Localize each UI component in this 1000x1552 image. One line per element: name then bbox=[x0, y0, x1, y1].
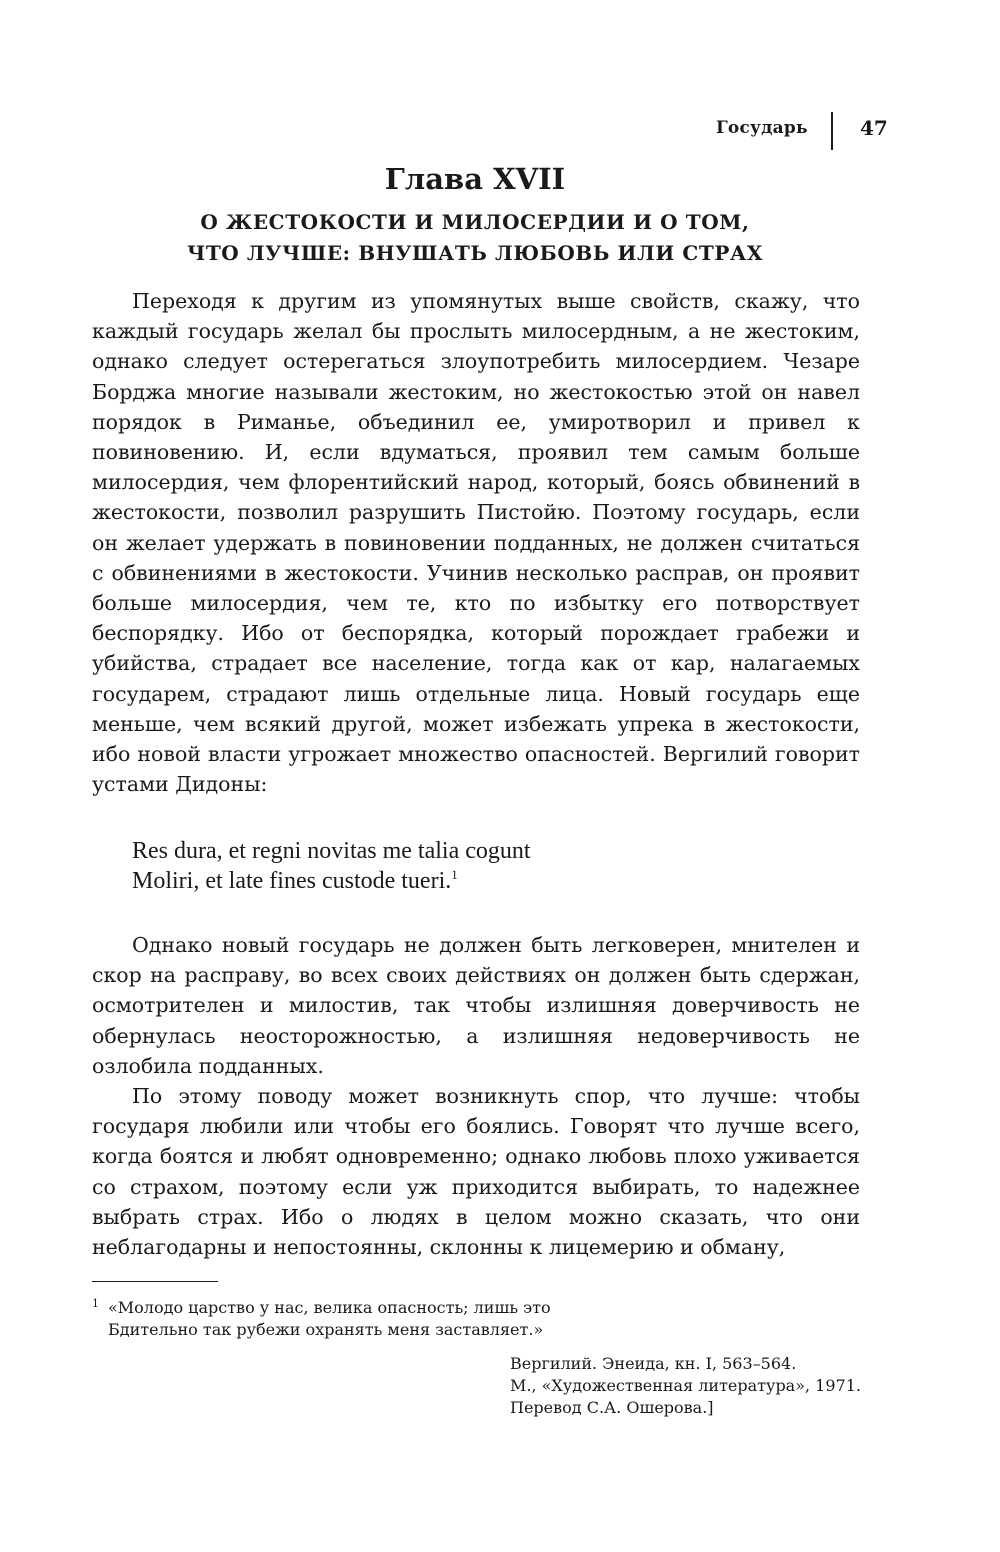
paragraph: По этому поводу может возникнуть спор, что лучше: чтобы государя любили или чтобы его боялись. Говорят что лучше всего, когда боятся и любят одновременно; однако любовь плохо уживается со страхом, поэтому если уж приходится выбирать, то надежнее выбрать страх. Ибо о людях в целом можно сказать, что они неблагодарны и непостоянны, склонны к лицемерию и обману, bbox=[92, 1084, 860, 1260]
verse-line bbox=[132, 866, 531, 896]
footnote-reference[interactable]: 1 bbox=[451, 867, 458, 882]
footnote-line: «Молодо царство у нас, велика опасность; лишь это bbox=[108, 1298, 551, 1317]
latin-quotation bbox=[132, 836, 531, 896]
running-header-title: Государь bbox=[716, 118, 808, 138]
running-header-divider bbox=[831, 112, 833, 150]
footnote-source-line: Перевод С.А. Ошерова.] bbox=[510, 1398, 714, 1417]
chapter-subtitle-line: ЧТО ЛУЧШЕ: ВНУШАТЬ ЛЮБОВЬ ИЛИ СТРАХ bbox=[186, 241, 764, 265]
footnote-source bbox=[510, 1353, 861, 1419]
verse-line: Res dura, et regni novitas me talia cogunt bbox=[132, 838, 531, 864]
footnote-separator bbox=[92, 1281, 218, 1282]
footnote-source-line: М., «Художественная литература», 1971. bbox=[510, 1376, 861, 1395]
chapter-title: Глава XVII bbox=[384, 162, 566, 196]
footnote bbox=[92, 1297, 862, 1417]
verse-line-text: Moliri, et late fines custode tueri. bbox=[132, 868, 452, 894]
running-header bbox=[700, 112, 888, 152]
body-text-block bbox=[92, 930, 860, 1262]
chapter-subtitle-line: О ЖЕСТОКОСТИ И МИЛОСЕРДИИ И О ТОМ, bbox=[200, 210, 750, 234]
body-text-block bbox=[92, 286, 860, 799]
page-number: 47 bbox=[860, 116, 888, 140]
footnote-marker: 1 bbox=[92, 1297, 99, 1310]
footnote-source-line: Вергилий. Энеида, кн. I, 563–564. bbox=[510, 1354, 797, 1373]
chapter-subtitle bbox=[0, 207, 950, 269]
paragraph: Переходя к другим из упомянутых выше свойств, скажу, что каждый государь желал бы прослыть милосердным, а не жестоким, однако следует остерегаться злоупотребить милосердием. Чезаре Борджа многие называли жестоким, но жестокостью этой он навел порядок в Риманье, объединил ее, умиротворил и привел к повиновению. И, если вдуматься, проявил тем самым больше милосердия, чем флорентийский народ, который, боясь обвинений в жестокости, позволил разрушить Пистойю. Поэтому государь, если он желает удержать в повиновении подданных, не должен считаться с обвинениями в жестокости. Учинив несколько расправ, он проявит больше милосердия, чем те, кто по избытку его потворствует беспорядку. Ибо от беспорядка, который порождает грабежи и убийства, страдает все население, тогда как от кар, налагаемых государем, страдают лишь отдельные лица. Новый государь еще меньше, чем всякий другой, может избежать упрека в жестокости, ибо новой власти угрожает множество опасностей. Вергилий говорит устами Дидоны: bbox=[92, 289, 860, 797]
footnote-line: Бдительно так рубежи охранять меня заставляет.» bbox=[108, 1320, 544, 1339]
paragraph: Однако новый государь не должен быть легковерен, мнителен и скор на расправу, во всех своих действиях он должен быть сдержан, осмотрителен и милостив, так чтобы излишняя доверчивость не обернулась неосторожностью, а излишняя недоверчивость не озлобила подданных. bbox=[92, 933, 860, 1078]
